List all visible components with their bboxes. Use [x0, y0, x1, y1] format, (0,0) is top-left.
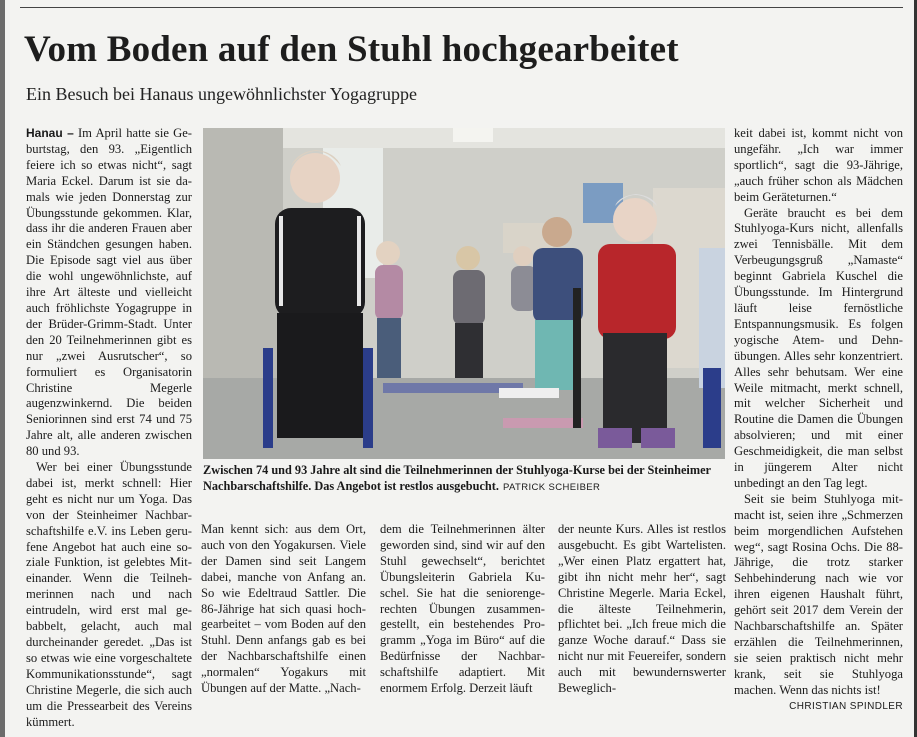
article-paragraph: Man kennt sich: aus dem Ort, auch von den Yogakursen. Viele der Damen sind seit Langem dabei, manche von Anfang an. So wie Edeltraud Sattler. Die 86-Jährige hat sich quasi hochgearbeitet – vom Boden auf den Stuhl. Denn anfangs gab es bei der Nachbarschaftshilfe einen „normalen“ Yogakurs mit Übungen auf der Matte. „Nach-: [201, 522, 366, 696]
caption-text: Zwischen 74 und 93 Jahre alt sind die Teilnehmerinnen der Stuhlyoga-Kurse bei der Steinheimer Nachbarschaftshilfe. Das Angebot ist restlos ausgebucht.: [203, 463, 711, 493]
subheadline: Ein Besuch bei Hanaus ungewöhnlichster Yogagruppe: [26, 84, 417, 104]
article-column-3: [380, 522, 545, 697]
top-rule: [20, 7, 903, 8]
article-paragraph: der neunte Kurs. Alles ist restlos ausgebucht. Es gibt Wartelisten. „Wer einen Platz ergattert hat, gibt ihn nicht mehr her“, sagt Christine Megerle. Maria Eckel, die älteste Teilnehmerin, pflichtet bei. „Ich freue mich die ganze Woche darauf.“ Dass sie nicht nur mit Feuereifer, sondern auch mit bewundernswerter Beweglich-: [558, 522, 726, 696]
article-column-4: [558, 522, 726, 697]
article-paragraph: dem die Teilnehmerinnen älter geworden sind, sind wir auf den Stuhl gewechselt“, berichtet Übungsleiterin Gabriela Kuschel. Sie hat die seniorengerechten Übungen zusammengestellt, ein bestehendes Programm „Yoga im Büro“ auf die Bedürfnisse der Nachbarschaftshilfe adaptiert. Mit enormem Erfolg. Derzeit läuft: [380, 522, 545, 696]
yoga-class-photo-illustration: [203, 128, 725, 459]
left-border: [0, 0, 5, 737]
author-byline: CHRISTIAN SPINDLER: [789, 700, 903, 712]
article-paragraph: keit dabei ist, kommt nicht von ungefähr. „Ich war immer sportlich“, sagt die 93-Jährige, „auch früher schon als Mädchen beim Geräteturnen.“: [734, 126, 903, 204]
dateline: Hanau –: [26, 126, 74, 140]
article-paragraph: Seit sie beim Stuhlyoga mitmacht ist, seien ihre „Schmerzen beim morgendlichen Aufstehen weg“, sagt Rosina Ochs. Die 88-Jährige, die trotz starker Sehbehinderung nach wie vor ihren eigenen Haushalt führt, gehört seit 2017 dem Verein der Nachbarschaftshilfe an. Später erzählen die Teilnehmerinnen, sie seien praktisch nicht mehr krank, seit sie Stuhlyoga machen. Wenn das nichts ist!: [734, 491, 903, 697]
headline: Vom Boden auf den Stuhl hochgearbeitet: [24, 29, 679, 70]
article-photo: [203, 128, 725, 459]
article-column-5: [734, 126, 903, 715]
photo-credit: PATRICK SCHEIBER: [502, 482, 601, 493]
article-paragraph: Im April hatte sie Geburtstag, den 93. „Eigentlich feiere ich so etwas nicht“, sagt Maria Eckel. Darum ist sie damals wie jeden Donnerstag zur Übungsstunde gekommen. Klar, dass ihr die anderen Frauen aber ein Ständchen gesungen haben. Die Episode sagt viel aus über die wohl ungewöhnlichste, auf ihre Art älteste und vielleicht auch fröhlichste Yogagruppe in der Brüder-Grimm-Stadt. Unter den 20 Teilnehmerinnen gibt es nur „zwei Ausrutscher“, so formuliert es Organisatorin Christine Megerle augenzwinkernd. Die beiden Seniorinnen sind erst 74 und 75 Jahre alt, alle anderen zwischen 80 und 93.: [26, 126, 192, 459]
article-column-1: [26, 126, 192, 730]
photo-caption: [203, 462, 725, 496]
article-paragraph: Wer bei einer Übungsstunde dabei ist, merkt schnell: Hier geht es nicht nur um Yoga. Das von der Steinheimer Nachbarschaftshilfe e.V. ins Leben gerufene Angebot hat auch eine soziale Funktion, ist gelebtes Miteinander. Wenn die Teilnehmerinnen nach und nach eintrudeln, wird erst mal gebabbelt, gelacht, auch mal durcheinander geredet. „Das ist so etwas wie eine vorgeschaltete Kommunikationsstunde“, sagt Christine Megerle, die sich auch um die Pressearbeit des Vereins kümmert.: [26, 460, 192, 729]
article-column-2: [201, 522, 366, 697]
article-paragraph: Geräte braucht es bei dem Stuhlyoga-Kurs nicht, allenfalls zwei Tennisbälle. Mit dem Verbeugungsgruß „Namaste“ beginnt Gabriela Kuschel die Übungsstunde. Im Hintergrund läuft leise fernöstliche Entspannungsmusik. Es folgen yogische Atem- und Dehnübungen. Alles sehr konzentriert. Alles sehr behutsam. Wer eine Weile mitmacht, merkt schnell, mit welcher Sicherheit und Routine die Damen die Übungen absolvieren; und mit einer Geschmeidigkeit, die man selbst in jüngerem Alter nicht unbedingt an den Tag legt.: [734, 205, 903, 490]
